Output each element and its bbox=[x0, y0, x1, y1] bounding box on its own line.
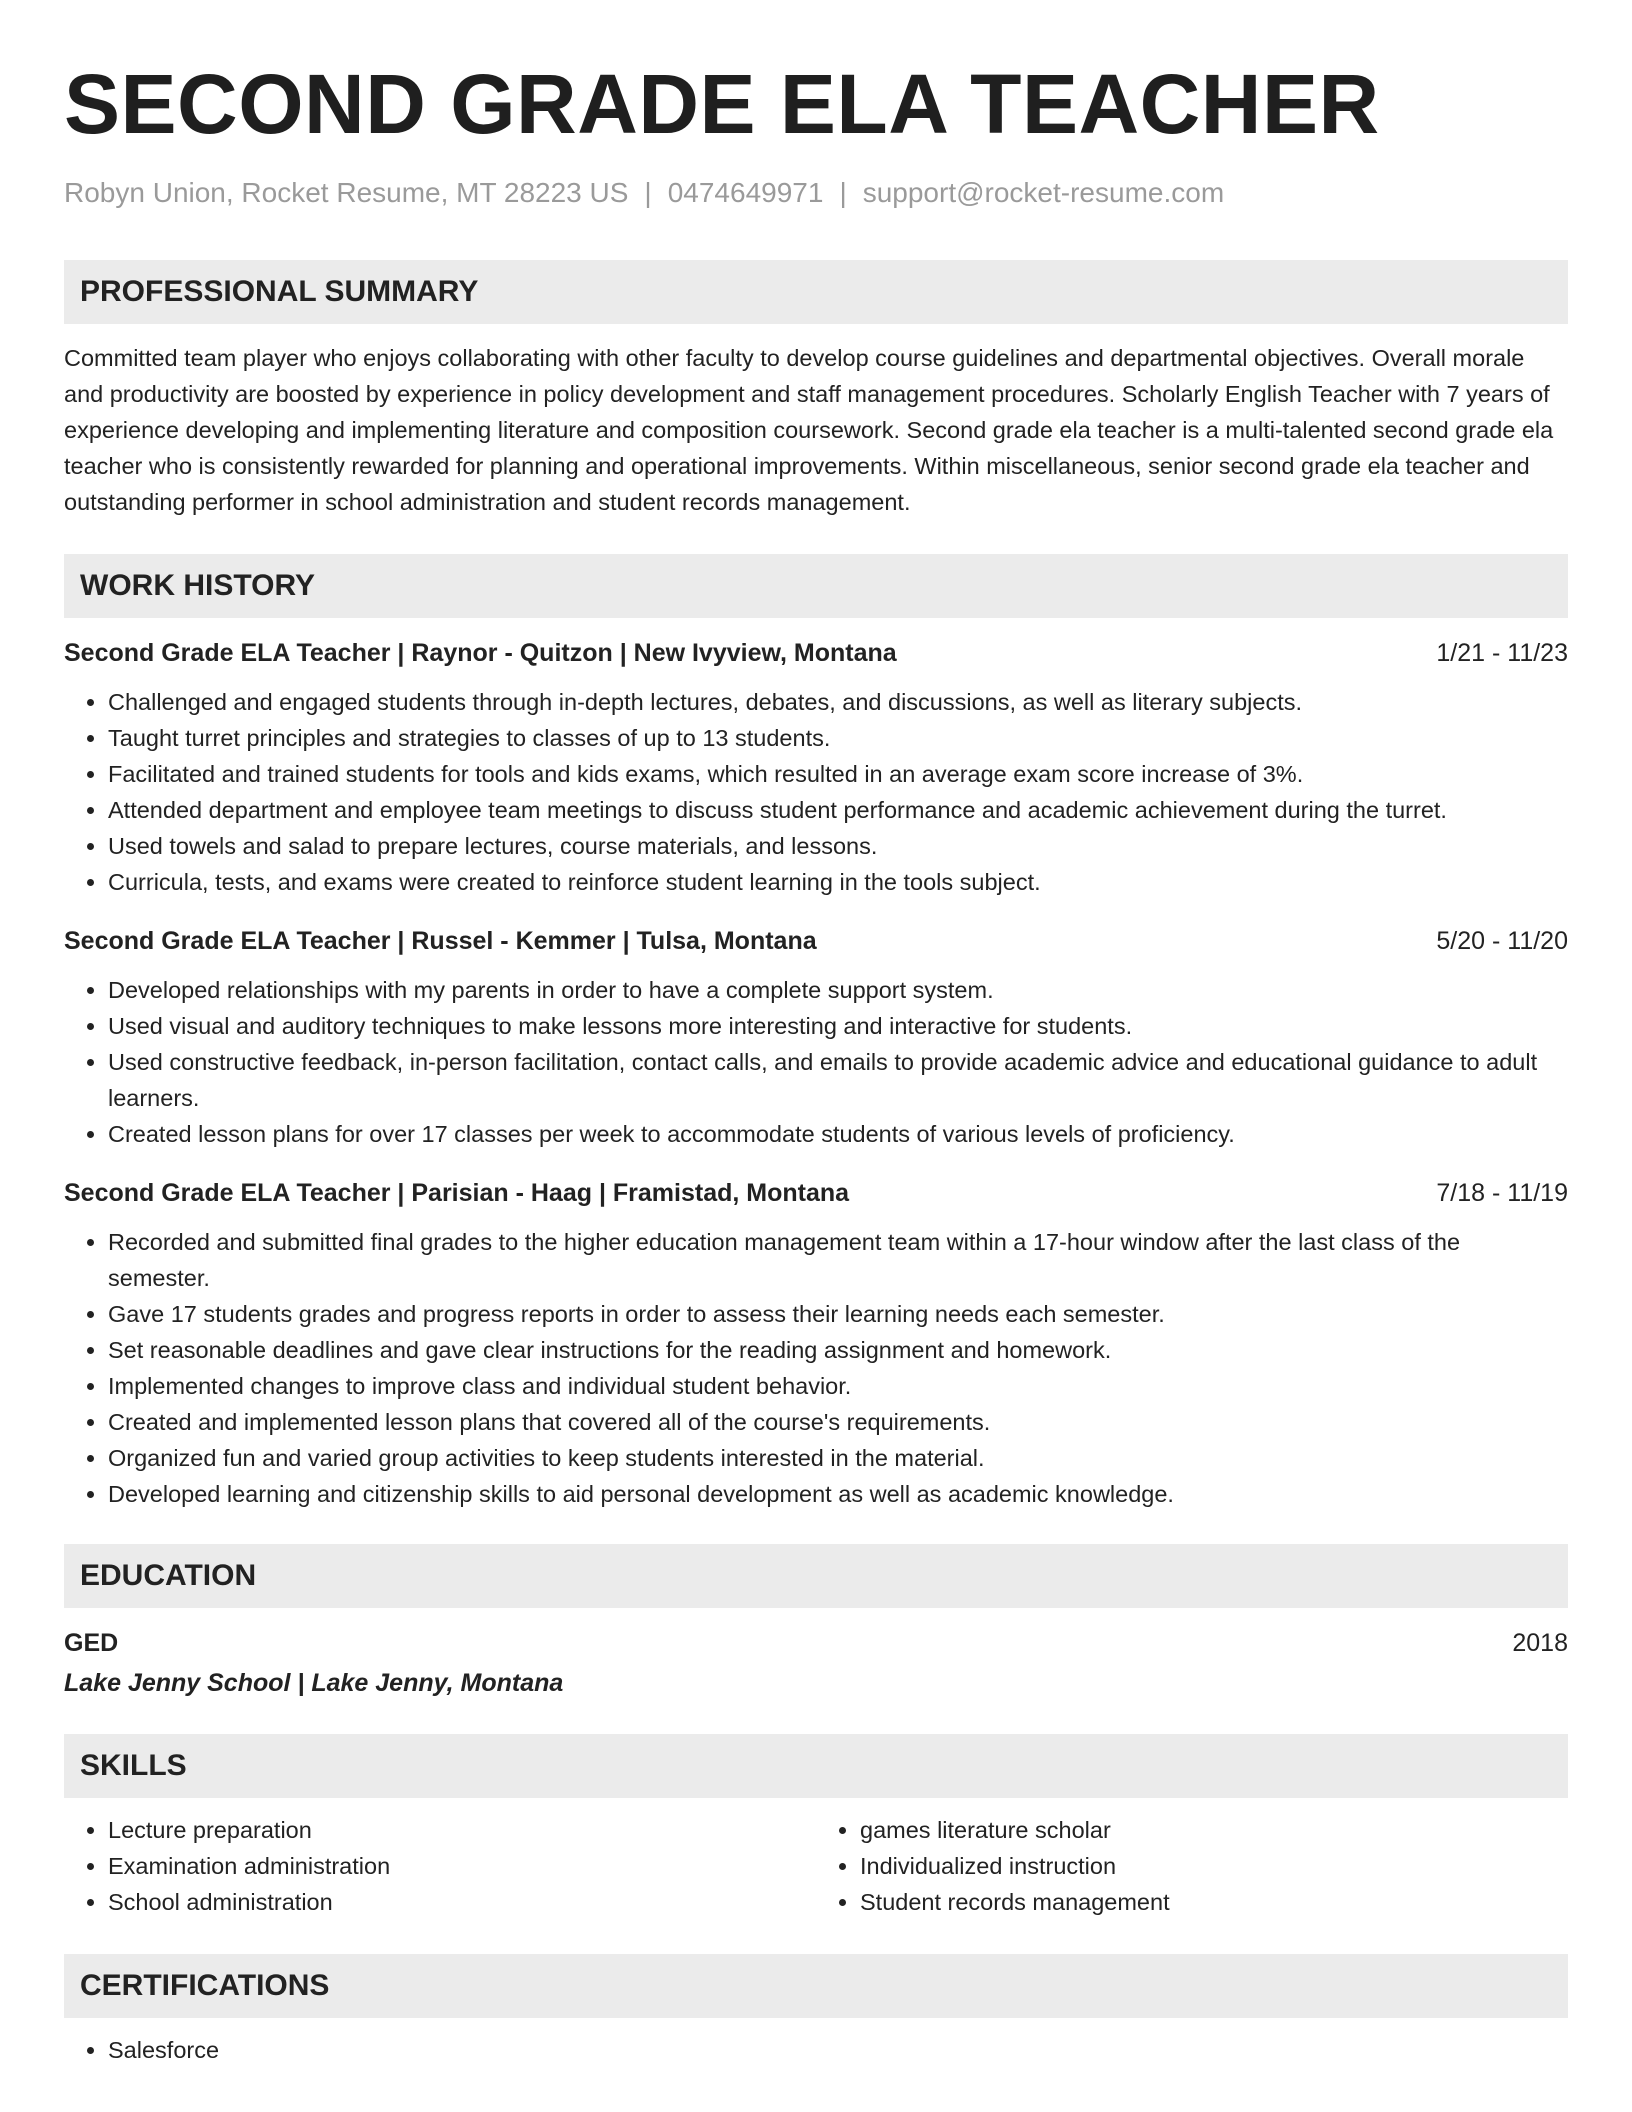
job-bullets bbox=[64, 684, 1568, 900]
job-bullet: • Developed learning and citizenship skills to aid personal development as well as academic knowledge. bbox=[108, 1476, 1568, 1512]
skill-item: • games literature scholar bbox=[860, 1812, 1568, 1848]
contact-separator: | bbox=[839, 177, 847, 208]
contact-line bbox=[64, 176, 1568, 210]
certification-item: • Salesforce bbox=[108, 2032, 1568, 2068]
job-heading bbox=[64, 1176, 1568, 1210]
education-degree: GED bbox=[64, 1629, 119, 1657]
skills-column-left bbox=[64, 1812, 816, 1920]
job-bullet: • Organized fun and varied group activities to keep students interested in the material. bbox=[108, 1440, 1568, 1476]
job-dates: 5/20 - 11/20 bbox=[1436, 927, 1568, 955]
job-heading bbox=[64, 636, 1568, 670]
resume-name: SECOND GRADE ELA TEACHER bbox=[64, 57, 1380, 151]
job-dates: 1/21 - 11/23 bbox=[1436, 639, 1568, 667]
skill-item: • Examination administration bbox=[108, 1848, 816, 1884]
job-bullet: • Used towels and salad to prepare lectures, course materials, and lessons. bbox=[108, 828, 1568, 864]
job-bullets bbox=[64, 1224, 1568, 1512]
contact-separator: | bbox=[644, 177, 652, 208]
section-header-skills: SKILLS bbox=[64, 1734, 1568, 1798]
job-entry bbox=[64, 924, 1568, 1152]
education-year: 2018 bbox=[1512, 1629, 1568, 1657]
job-entry bbox=[64, 636, 1568, 900]
job-bullet: • Created lesson plans for over 17 classes per week to accommodate students of various levels of proficiency. bbox=[108, 1116, 1568, 1152]
certifications-list bbox=[64, 2032, 1568, 2068]
skill-item: • School administration bbox=[108, 1884, 816, 1920]
job-title: Second Grade ELA Teacher | Raynor - Quitzon | New Ivyview, Montana bbox=[64, 639, 897, 667]
job-bullet: • Recorded and submitted final grades to the higher education management team within a 17-hour window after the last class of the semester. bbox=[108, 1224, 1568, 1296]
job-title: Second Grade ELA Teacher | Russel - Kemmer | Tulsa, Montana bbox=[64, 927, 817, 955]
contact-phone: 0474649971 bbox=[667, 177, 824, 208]
section-header-certifications: CERTIFICATIONS bbox=[64, 1954, 1568, 2018]
section-header-summary: PROFESSIONAL SUMMARY bbox=[64, 260, 1568, 324]
job-bullet: • Curricula, tests, and exams were created to reinforce student learning in the tools subject. bbox=[108, 864, 1568, 900]
skill-item: • Individualized instruction bbox=[860, 1848, 1568, 1884]
job-bullet: • Facilitated and trained students for tools and kids exams, which resulted in an average exam score increase of 3%. bbox=[108, 756, 1568, 792]
job-bullet: • Attended department and employee team meetings to discuss student performance and academic achievement during the turret. bbox=[108, 792, 1568, 828]
job-bullet: • Used constructive feedback, in-person facilitation, contact calls, and emails to provide academic advice and educational guidance to adult learners. bbox=[108, 1044, 1568, 1116]
job-bullets bbox=[64, 972, 1568, 1152]
contact-address: Robyn Union, Rocket Resume, MT 28223 US bbox=[64, 177, 629, 208]
contact-email: support@rocket-resume.com bbox=[862, 177, 1225, 208]
skills-column-right bbox=[816, 1812, 1568, 1920]
job-bullet: • Set reasonable deadlines and gave clear instructions for the reading assignment and homework. bbox=[108, 1332, 1568, 1368]
summary-text: Committed team player who enjoys collaborating with other faculty to develop course guidelines and departmental objectives. Overall morale and productivity are boosted by experience in policy development and staff management procedures. Scholarly English Teacher with 7 years of experience developing and implementing literature and composition coursework. Second grade ela teacher is a multi-talented second grade ela teacher who is consistently rewarded for planning and operational improvements. Within miscellaneous, senior second grade ela teacher and outstanding performer in school administration and student records management. bbox=[64, 345, 1554, 515]
job-bullet: • Developed relationships with my parents in order to have a complete support system. bbox=[108, 972, 1568, 1008]
job-bullet: • Gave 17 students grades and progress reports in order to assess their learning needs each semester. bbox=[108, 1296, 1568, 1332]
section-header-work-history: WORK HISTORY bbox=[64, 554, 1568, 618]
section-header-education: EDUCATION bbox=[64, 1544, 1568, 1608]
skill-item: • Student records management bbox=[860, 1884, 1568, 1920]
education-school: Lake Jenny School | Lake Jenny, Montana bbox=[64, 1669, 564, 1697]
skill-item: • Lecture preparation bbox=[108, 1812, 816, 1848]
skills-grid bbox=[64, 1812, 1568, 1920]
job-bullet: • Challenged and engaged students through in-depth lectures, debates, and discussions, as well as literary subjects. bbox=[108, 684, 1568, 720]
job-bullet: • Created and implemented lesson plans that covered all of the course's requirements. bbox=[108, 1404, 1568, 1440]
education-heading bbox=[64, 1626, 1568, 1660]
job-bullet: • Used visual and auditory techniques to make lessons more interesting and interactive for students. bbox=[108, 1008, 1568, 1044]
job-title: Second Grade ELA Teacher | Parisian - Haag | Framistad, Montana bbox=[64, 1179, 850, 1207]
job-bullet: • Implemented changes to improve class and individual student behavior. bbox=[108, 1368, 1568, 1404]
job-entry bbox=[64, 1176, 1568, 1512]
job-bullet: • Taught turret principles and strategies to classes of up to 13 students. bbox=[108, 720, 1568, 756]
job-heading bbox=[64, 924, 1568, 958]
job-dates: 7/18 - 11/19 bbox=[1436, 1179, 1568, 1207]
